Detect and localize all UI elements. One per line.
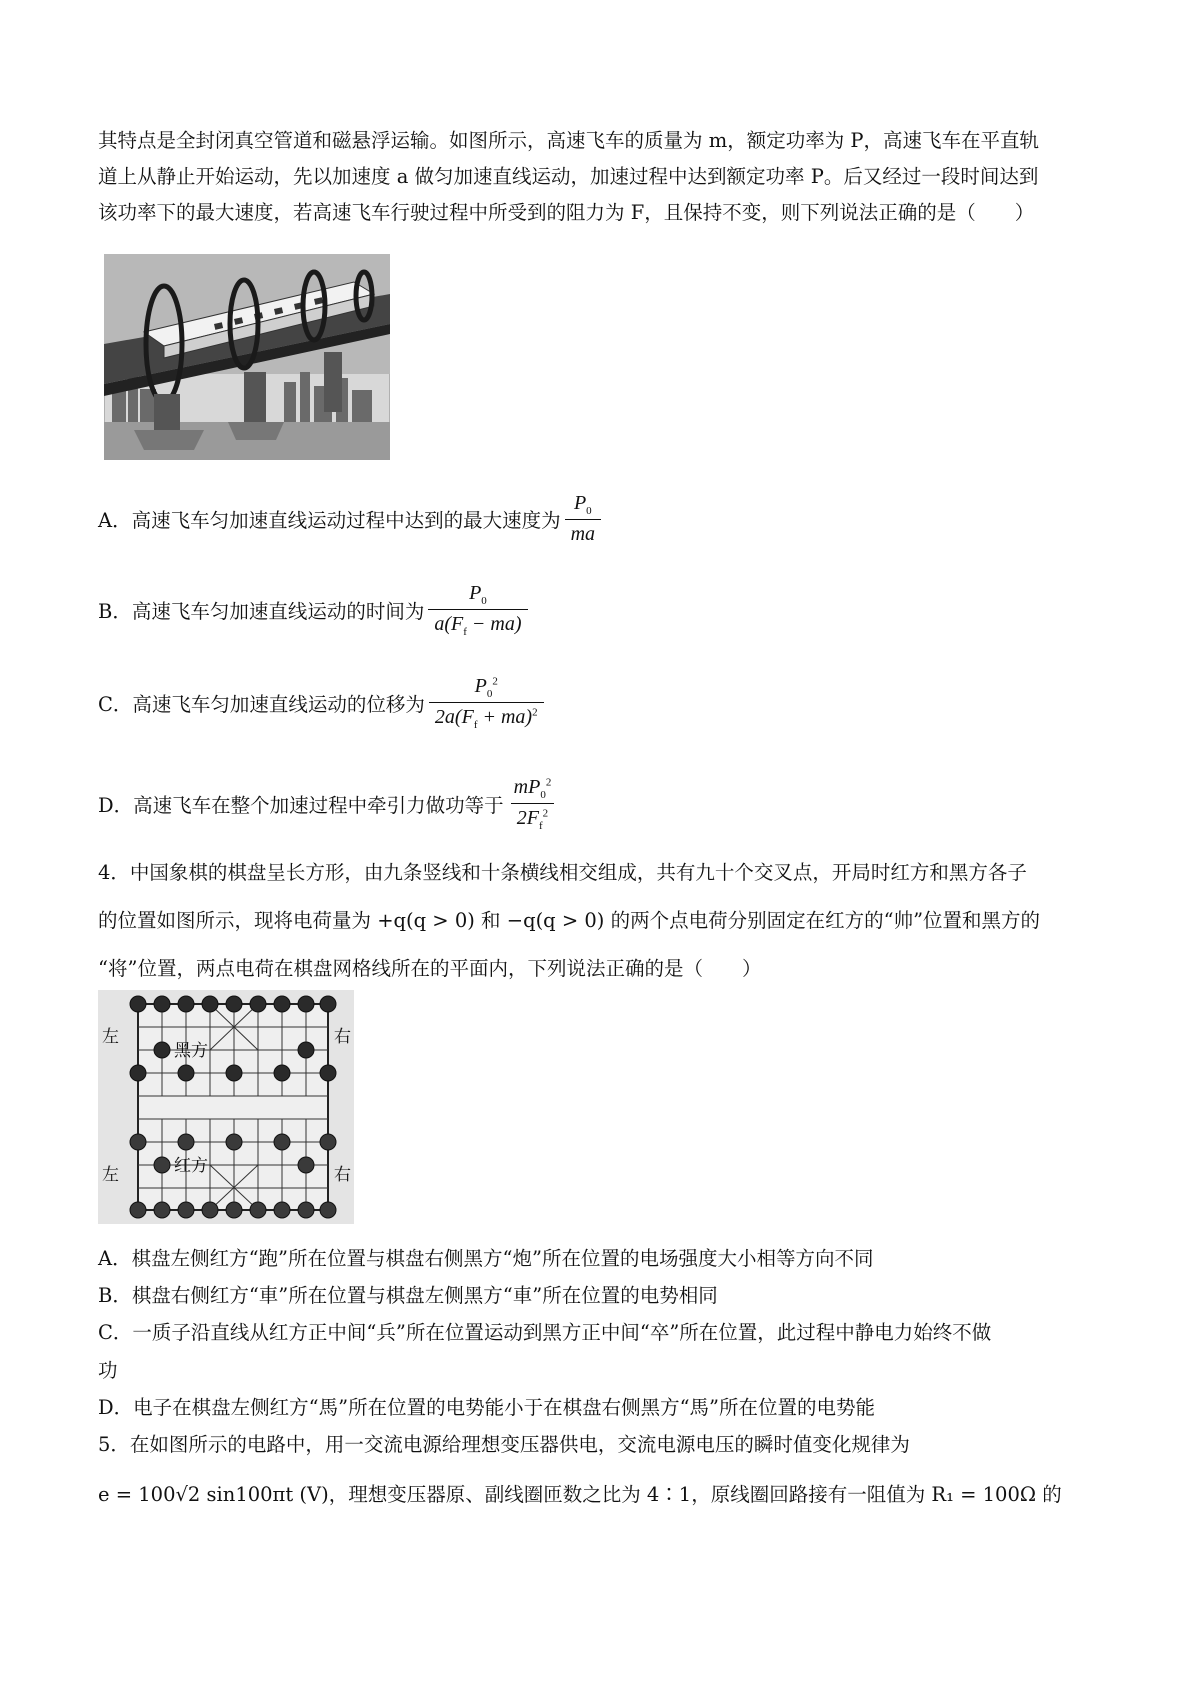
q3-option-c[interactable] xyxy=(98,675,544,731)
q3-line-1: 其特点是全封闭真空管道和磁悬浮运输。如图所示，高速飞车的质量为 m，额定功率为 P，高速飞车在平直轨 xyxy=(98,129,1040,152)
q3-option-c-fraction: $\frac{P_0^2}{2a(F_f + ma)^2}$ xyxy=(429,675,544,731)
maglev-train-image xyxy=(104,254,390,460)
q4-option-d[interactable]: D．电子在棋盘左侧红方“馬”所在位置的电势能小于在棋盘右侧黑方“馬”所在位置的电势能 xyxy=(98,1396,876,1419)
q4-line-2: 的位置如图所示，现将电荷量为 +q(q > 0) 和 −q(q > 0) 的两个点电荷分别固定在红方的“帅”位置和黑方的 xyxy=(98,909,1041,932)
board-label-left-bottom: 左 xyxy=(102,1165,119,1185)
q3-option-d-text: D．高速飞车在整个加速过程中牵引力做功等于 xyxy=(98,794,504,817)
board-label-left-top: 左 xyxy=(102,1027,119,1047)
q4-line-3: “将”位置，两点电荷在棋盘网格线所在的平面内，下列说法正确的是（ ） xyxy=(98,957,762,980)
q3-option-b[interactable] xyxy=(98,582,528,638)
q3-option-c-text: C．高速飞车匀加速直线运动的位移为 xyxy=(98,693,425,716)
xiangqi-board-image xyxy=(98,990,354,1224)
q4-option-b[interactable]: B．棋盘右侧红方“車”所在位置与棋盘左侧黑方“車”所在位置的电势相同 xyxy=(98,1284,718,1307)
q4-option-a[interactable]: A．棋盘左侧红方“跑”所在位置与棋盘右侧黑方“炮”所在位置的电场强度大小相等方向不同 xyxy=(98,1247,874,1270)
q4-option-c-line-1[interactable]: C．一质子沿直线从红方正中间“兵”所在位置运动到黑方正中间“卒”所在位置，此过程中静电力始终不做 xyxy=(98,1321,992,1344)
q5-line-2: e = 100√2 sin100πt (V)，理想变压器原、副线圈匝数之比为 4∶1，原线圈回路接有一阻值为 R₁ = 100Ω 的 xyxy=(98,1483,1062,1506)
q3-option-d-fraction: $\frac{mP_0^2}{2F_f^2}$ xyxy=(508,776,558,832)
board-label-red: 红方 xyxy=(174,1156,208,1176)
board-label-right-bottom: 右 xyxy=(334,1165,351,1185)
q3-option-a-text: A．高速飞车匀加速直线运动过程中达到的最大速度为 xyxy=(98,509,561,532)
q3-option-b-fraction: $\frac{P_0}{a(F_f - ma)}$ xyxy=(428,582,527,638)
q4-option-c-line-2[interactable]: 功 xyxy=(98,1359,118,1382)
q3-option-b-text: B．高速飞车匀加速直线运动的时间为 xyxy=(98,600,425,623)
board-label-right-top: 右 xyxy=(334,1027,351,1047)
q3-option-d[interactable] xyxy=(98,776,557,832)
board-label-black: 黑方 xyxy=(174,1041,208,1061)
q3-line-3: 该功率下的最大速度，若高速飞车行驶过程中所受到的阻力为 F，且保持不变，则下列说法正确的是（ ） xyxy=(98,201,1035,224)
q3-option-a-fraction: $\frac{P_0}{ma}$ xyxy=(565,492,601,546)
q3-option-a[interactable] xyxy=(98,492,601,546)
q5-line-1: 5．在如图所示的电路中，用一交流电源给理想变压器供电，交流电源电压的瞬时值变化规律为 xyxy=(98,1433,910,1456)
q3-line-2: 道上从静止开始运动，先以加速度 a 做匀加速直线运动，加速过程中达到额定功率 P。后又经过一段时间达到 xyxy=(98,165,1039,188)
q4-line-1: 4．中国象棋的棋盘呈长方形，由九条竖线和十条横线相交组成，共有九十个交叉点，开局时红方和黑方各子 xyxy=(98,861,1027,884)
